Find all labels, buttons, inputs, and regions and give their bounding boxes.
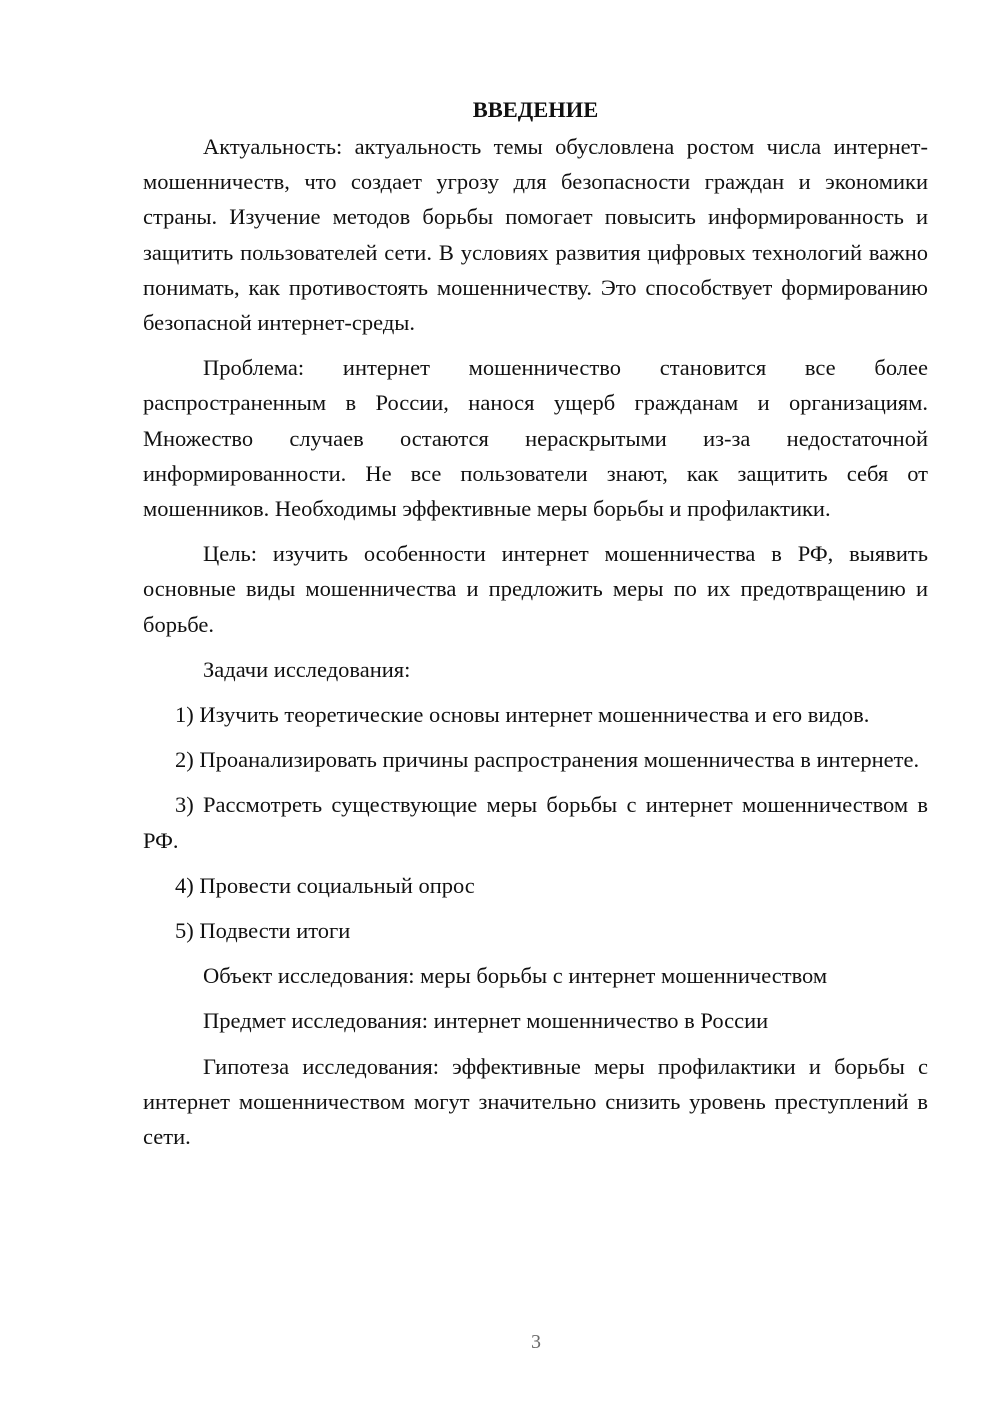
section-heading: ВВЕДЕНИЕ (472, 97, 599, 122)
problem-paragraph: Проблема: интернет мошенничество становится все более распространенным в России, нанося ущерб гражданам и организациям. Множество случаев остаются нераскрытыми из-за недостаточной информированности. Не все пользователи знают, как защитить себя от мошенников. Необходимы эффективные меры борьбы и профилактики. (143, 355, 928, 522)
research-hypothesis: Гипотеза исследования: эффективные меры профилактики и борьбы с интернет мошенничеством могут значительно снизить уровень преступлений в сети. (143, 1053, 928, 1150)
research-object: Объект исследования: меры борьбы с интернет мошенничеством (203, 963, 828, 989)
list-item: 2) Проанализировать причины распространения мошенничества в интернете. (175, 747, 920, 773)
list-item: 4) Провести социальный опрос (175, 872, 475, 898)
list-item: 5) Подвести итоги (175, 918, 351, 944)
relevance-paragraph: Актуальность: актуальность темы обусловлена ростом числа интернет-мошенничеств, что создает угрозу для безопасности граждан и экономики страны. Изучение методов борьбы помогает повысить информированность и защитить пользователей сети. В условиях развития цифровых технологий важно понимать, как противостоять мошенничеству. Это способствует формированию безопасной интернет-среды. (143, 134, 928, 336)
document-page (143, 92, 928, 1154)
goal-paragraph: Цель: изучить особенности интернет мошенничества в РФ, выявить основные виды мошенничества и предложить меры по их предотвращению и борьбе. (143, 541, 928, 637)
list-item: 1) Изучить теоретические основы интернет мошенничества и его видов. (175, 702, 870, 728)
research-subject: Предмет исследования: интернет мошенничество в России (203, 1008, 769, 1034)
tasks-list (143, 697, 928, 948)
list-item: 3) Рассмотреть существующие меры борьбы с интернет мошенничеством в РФ. (143, 792, 928, 853)
page-number: 3 (531, 1331, 541, 1353)
tasks-intro: Задачи исследования: (203, 656, 411, 682)
